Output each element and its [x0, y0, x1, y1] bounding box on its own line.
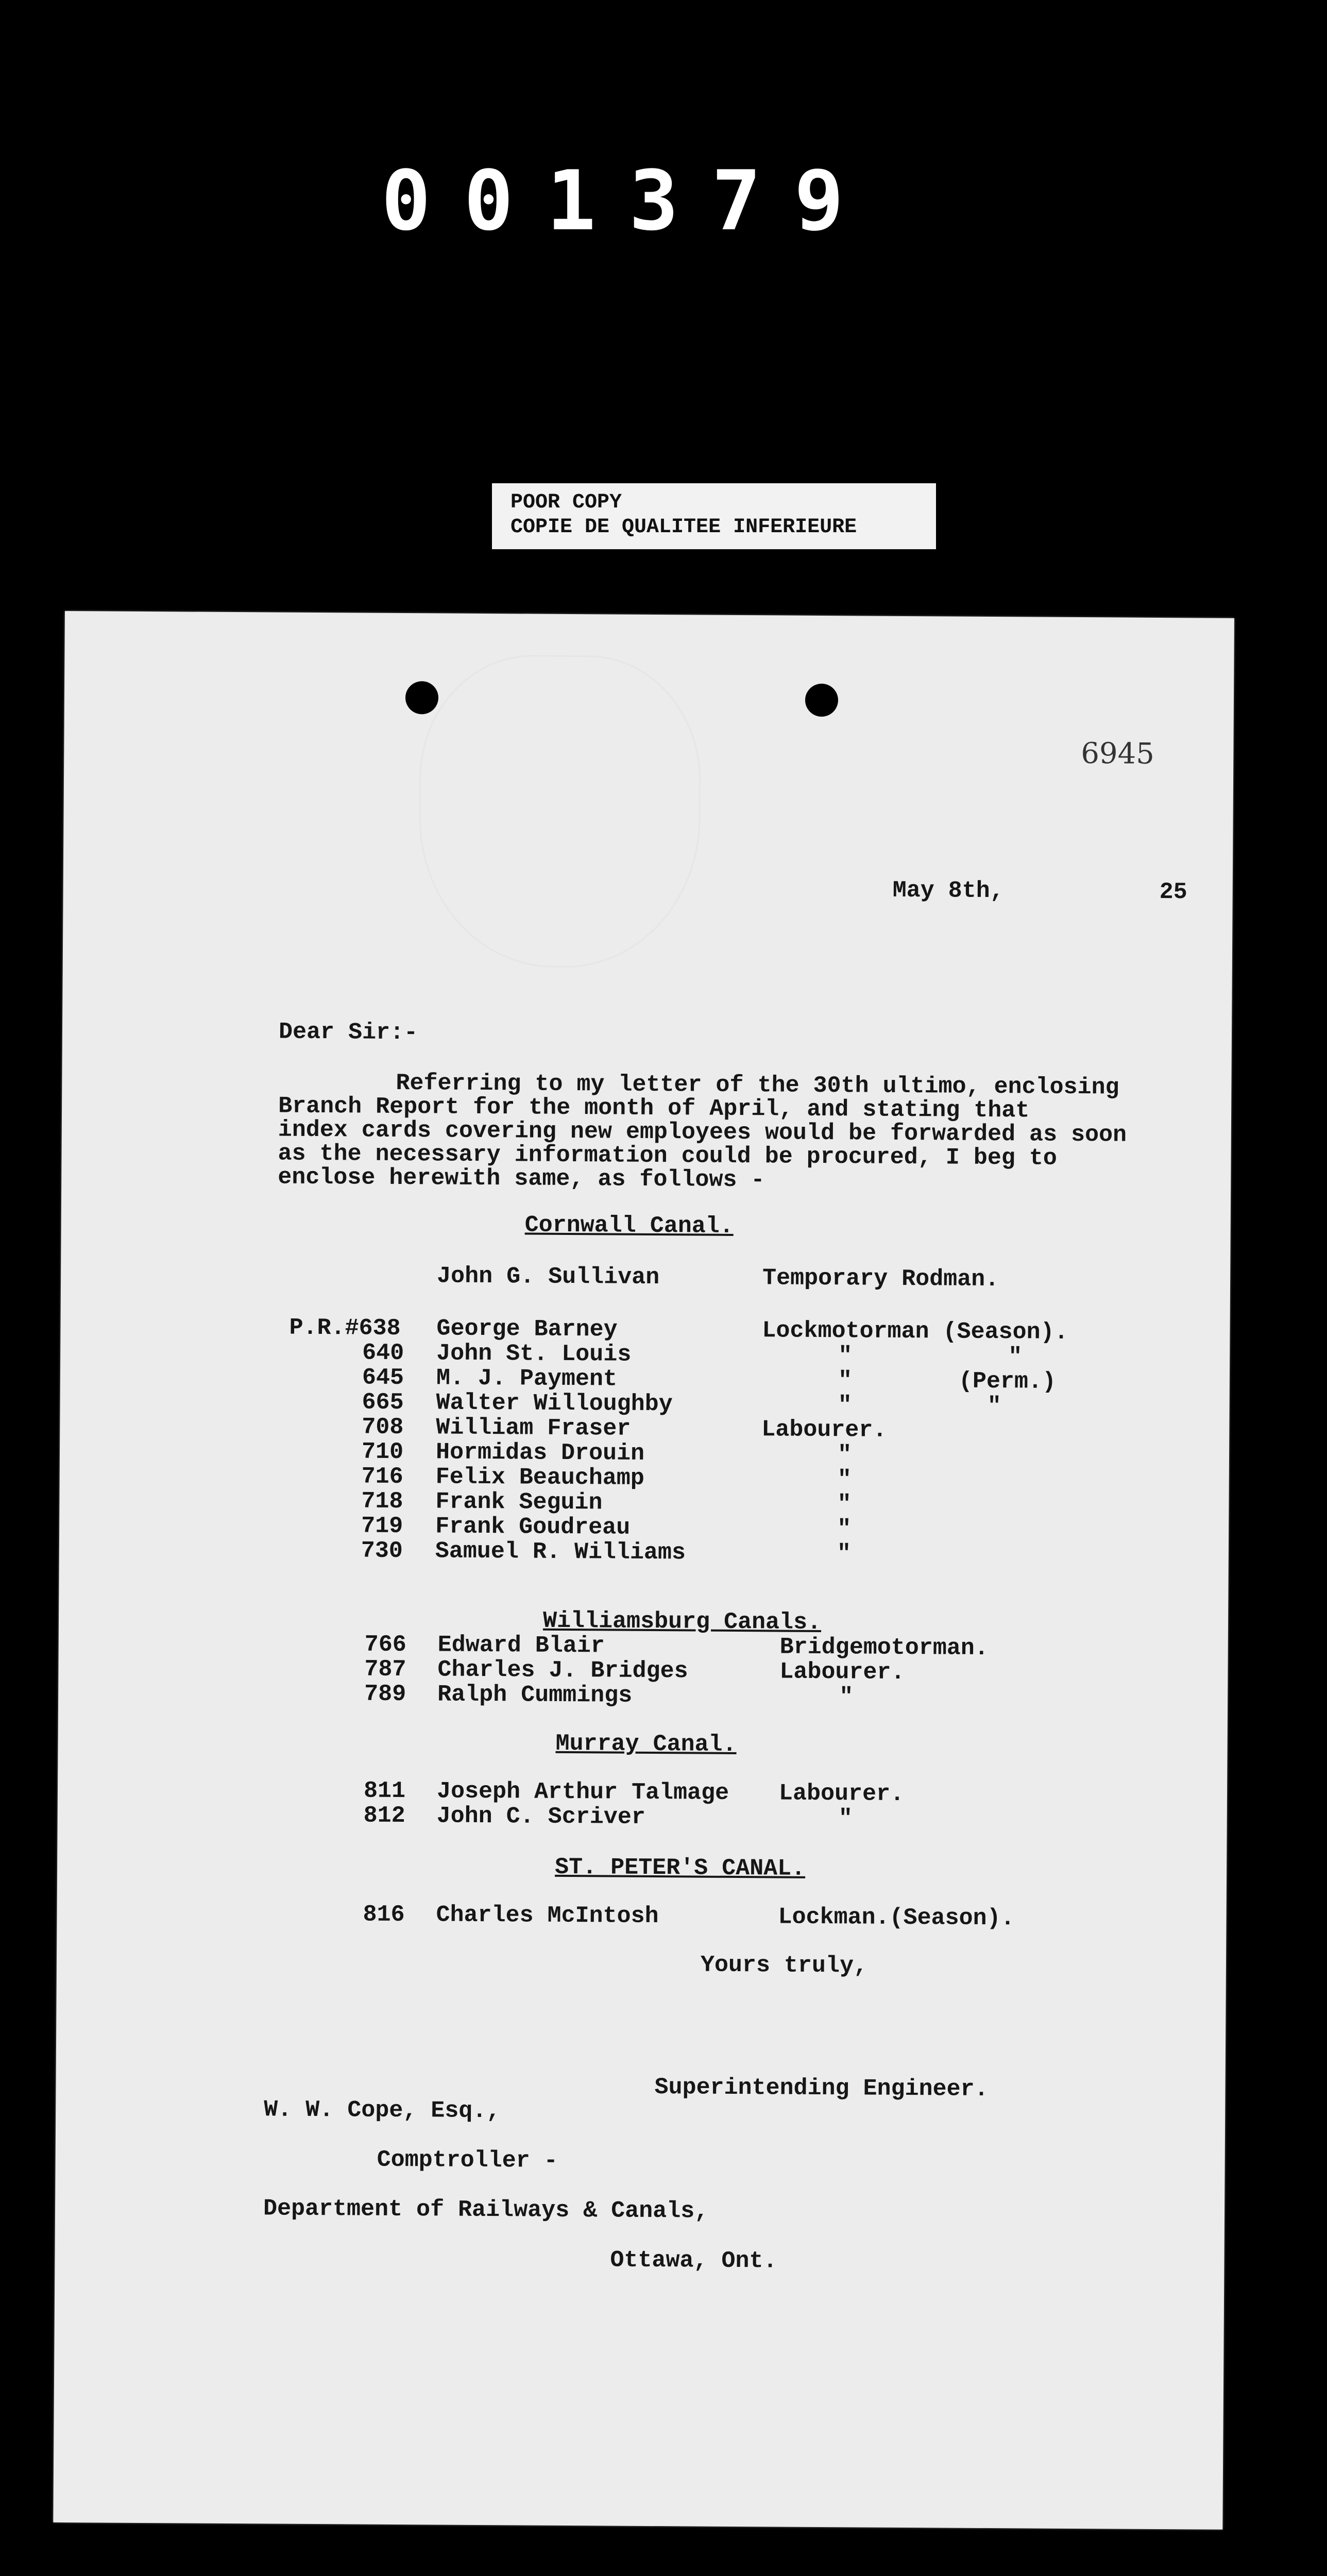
- row-name: Frank Goudreau: [435, 1513, 631, 1541]
- row-position: ": [838, 1367, 853, 1394]
- row-name: Joseph Arthur Talmage: [436, 1778, 729, 1806]
- row-name: M. J. Payment: [436, 1365, 618, 1393]
- document-number: 6945: [1081, 737, 1155, 771]
- row-position: Bridgemotorman.: [779, 1634, 989, 1662]
- row-number: 811: [363, 1777, 406, 1805]
- addressee-city: Ottawa, Ont.: [610, 2247, 777, 2275]
- row-number: 816: [363, 1901, 405, 1928]
- row-number: 645: [362, 1364, 404, 1392]
- row-name: Walter Willoughby: [436, 1389, 673, 1418]
- row-position: Labourer.: [779, 1658, 905, 1686]
- row-position: ": [838, 1805, 853, 1832]
- row-name: Ralph Cummings: [437, 1681, 633, 1709]
- row-number: 710: [361, 1438, 404, 1466]
- closing: Yours truly,: [700, 1952, 868, 1979]
- row-name: Hormidas Drouin: [435, 1439, 645, 1467]
- body-line-2: Branch Report for the month of April, and stating that: [278, 1093, 1030, 1124]
- row-name: John C. Scriver: [436, 1803, 645, 1831]
- row-name: Felix Beauchamp: [435, 1464, 644, 1492]
- row-position: ": [838, 1392, 852, 1419]
- cornwall-first-name: John G. Sullivan: [436, 1263, 660, 1291]
- heading-williamsburg: Williamsburg Canals.: [542, 1607, 822, 1636]
- date-year: 25: [1159, 878, 1187, 906]
- addressee-department: Department of Railways & Canals,: [263, 2195, 709, 2225]
- stamp-line-1: POOR COPY: [511, 491, 622, 514]
- row-number: 812: [363, 1802, 405, 1829]
- row-extra: ": [987, 1393, 1001, 1420]
- row-name: George Barney: [436, 1315, 618, 1343]
- row-number: 730: [361, 1537, 403, 1565]
- row-name: Charles J. Bridges: [437, 1656, 688, 1685]
- row-position: ": [839, 1684, 854, 1710]
- salutation: Dear Sir:-: [278, 1019, 418, 1046]
- row-extra: ": [1008, 1344, 1023, 1370]
- row-position: ": [837, 1516, 852, 1543]
- body-line-4: as the necessary information could be procured, I beg to: [278, 1140, 1057, 1172]
- row-name: Frank Seguin: [435, 1488, 603, 1516]
- row-number: 718: [361, 1488, 403, 1515]
- row-name: Samuel R. Williams: [435, 1538, 686, 1566]
- punch-hole-left: [405, 681, 438, 714]
- row-number: 766: [364, 1631, 406, 1658]
- punch-hole-right: [805, 684, 838, 717]
- addressee-name: W. W. Cope, Esq.,: [264, 2096, 501, 2125]
- addressee-title: Comptroller -: [377, 2146, 558, 2174]
- row-number: 789: [364, 1681, 406, 1708]
- row-number: 665: [362, 1389, 404, 1416]
- row-number: 708: [362, 1414, 404, 1441]
- date: May 8th,: [892, 877, 1004, 905]
- heading-st-peters: ST. PETER'S CANAL.: [554, 1854, 806, 1882]
- row-position: Labourer.: [778, 1780, 905, 1807]
- row-name: William Fraser: [436, 1414, 631, 1442]
- row-position: ": [837, 1442, 852, 1468]
- row-number: 640: [362, 1340, 404, 1367]
- frame-number: 001379: [381, 152, 877, 249]
- body-line-1: Referring to my letter of the 30th ultimo, enclosing: [396, 1070, 1119, 1101]
- row-position: Lockman.(Season).: [778, 1904, 1015, 1932]
- row-number: 787: [364, 1656, 406, 1683]
- cornwall-first-title: Temporary Rodman.: [762, 1265, 999, 1293]
- row-name: Charles McIntosh: [436, 1902, 659, 1930]
- signature-title: Superintending Engineer.: [654, 2074, 989, 2103]
- row-position: Lockmotorman (Season).: [762, 1317, 1068, 1346]
- row-number: P.R.#638: [289, 1314, 401, 1342]
- row-number: 716: [361, 1463, 403, 1490]
- stamp-line-2: COPIE DE QUALITEE INFERIEURE: [511, 516, 857, 539]
- row-extra: (Perm.): [958, 1368, 1057, 1395]
- row-position: ": [838, 1343, 853, 1369]
- body-line-5: enclose herewith same, as follows -: [278, 1164, 765, 1194]
- row-position: ": [837, 1466, 852, 1493]
- row-position: Labourer.: [761, 1416, 887, 1444]
- heading-cornwall: Cornwall Canal.: [524, 1212, 734, 1240]
- body-line-3: index cards covering new employees would be forwarded as soon: [278, 1116, 1127, 1148]
- poor-copy-stamp: [492, 483, 936, 549]
- row-position: ": [837, 1540, 852, 1567]
- row-name: Edward Blair: [437, 1632, 605, 1659]
- watermark-crest: [418, 654, 702, 968]
- row-name: John St. Louis: [436, 1340, 632, 1368]
- row-number: 719: [361, 1513, 403, 1540]
- heading-murray: Murray Canal.: [555, 1730, 737, 1758]
- row-position: ": [837, 1491, 852, 1518]
- letter-page: [53, 611, 1234, 2530]
